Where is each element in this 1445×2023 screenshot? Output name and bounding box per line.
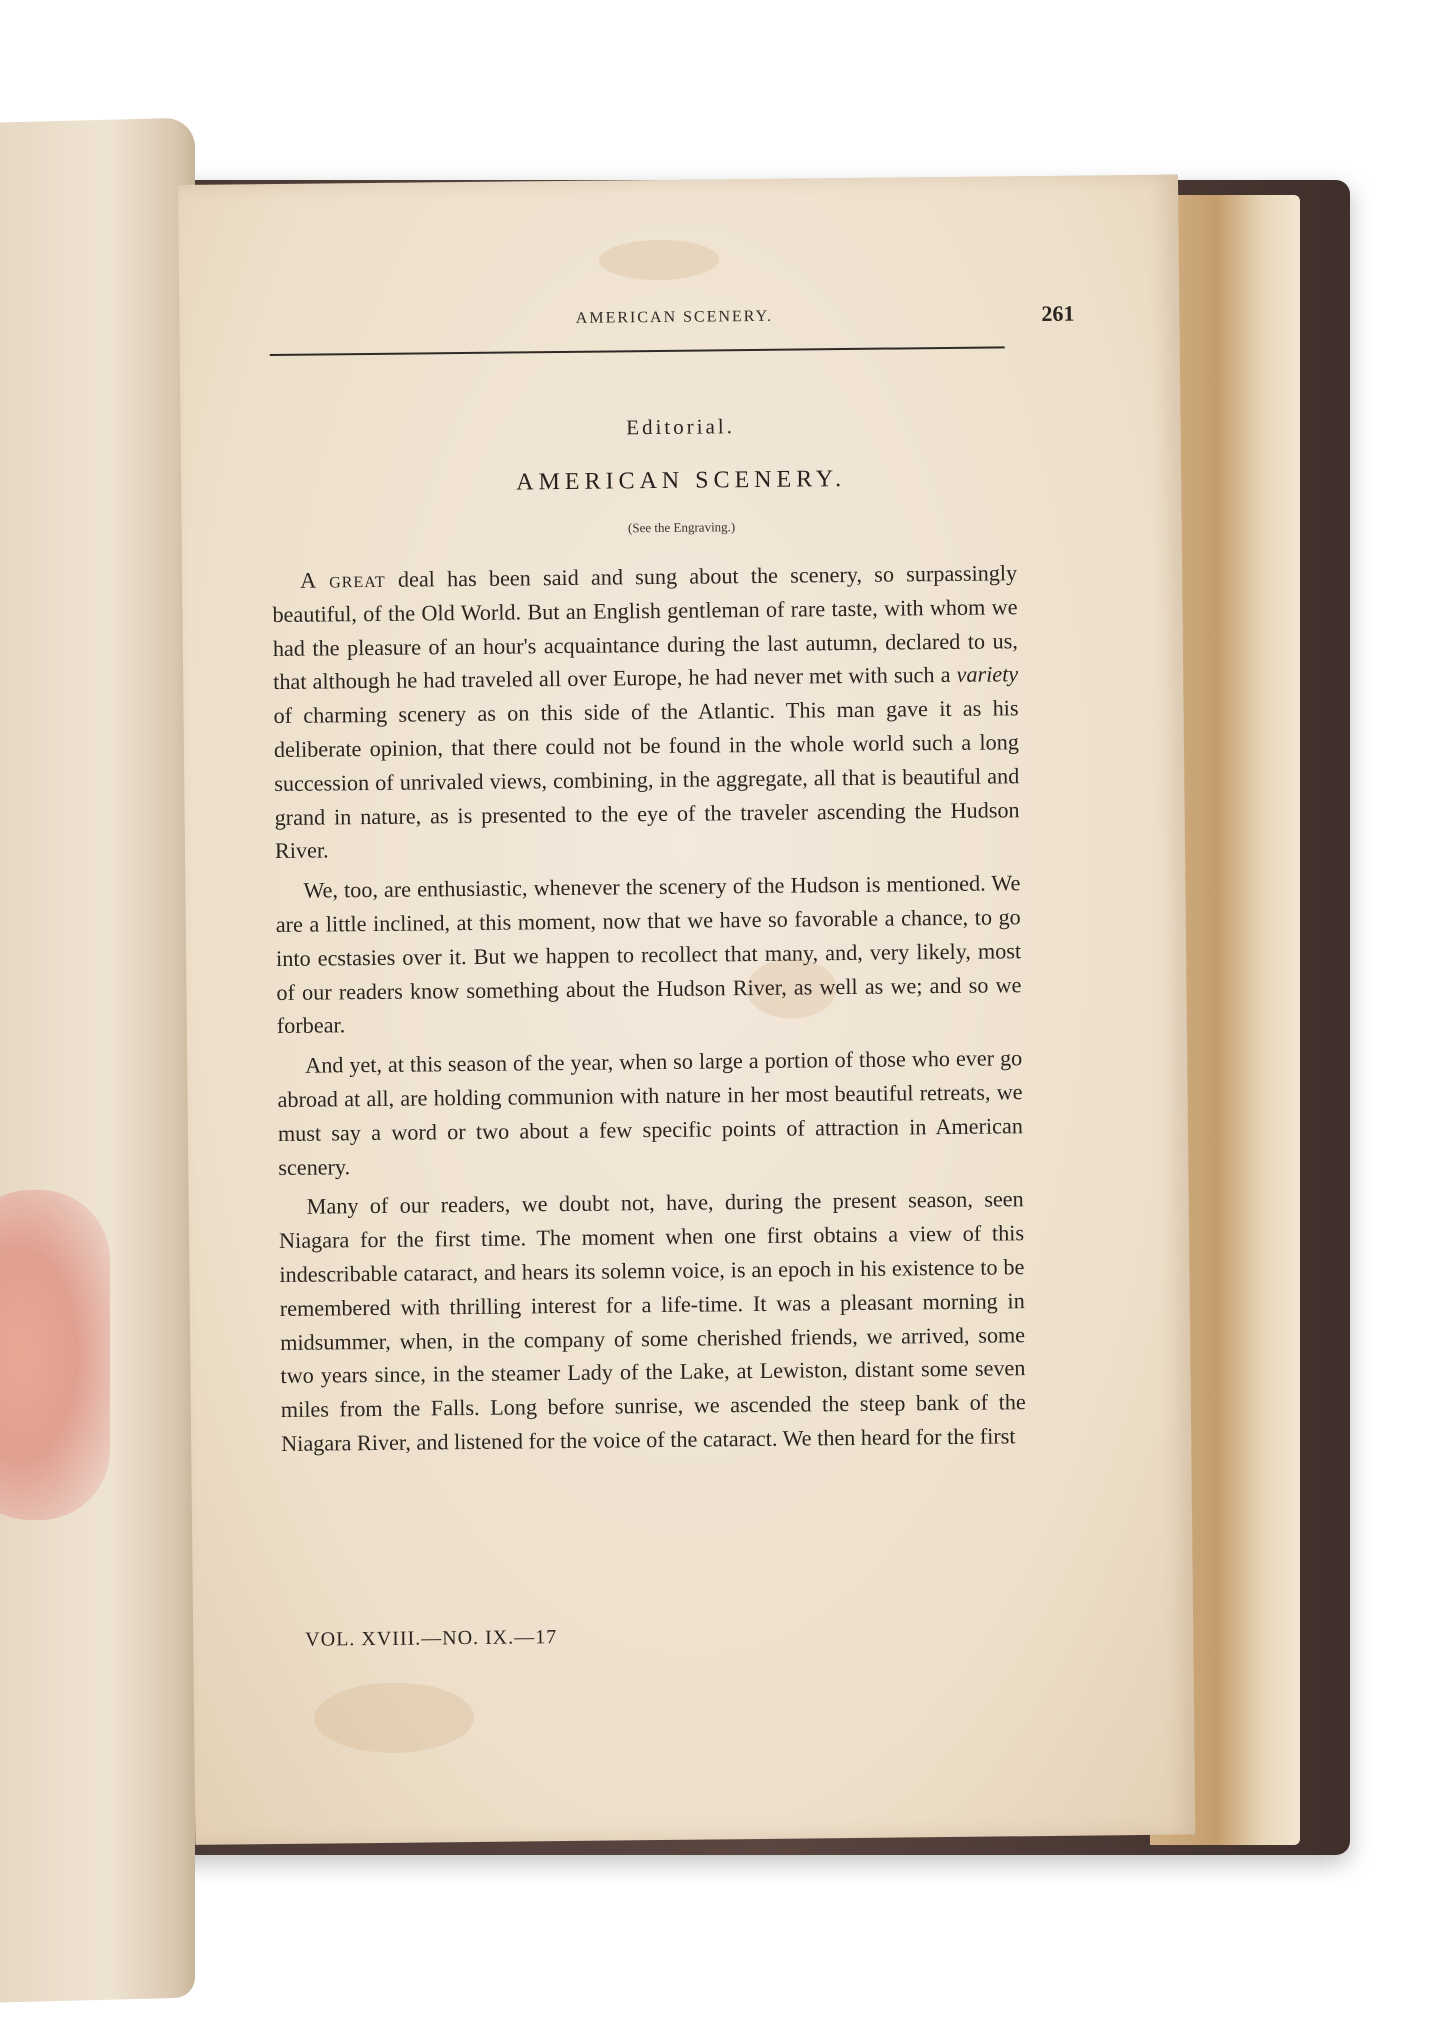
- paragraph-3: And yet, at this season of the year, when so large a portion of those who ever go abroad at all, are holding communion with nature in her most beautiful retreats, we must say a word or two about a few specific points of attraction in American scenery.: [277, 1045, 1024, 1180]
- right-page: [178, 175, 1195, 1845]
- section-label: Editorial.: [626, 414, 736, 440]
- left-page: [0, 117, 195, 2002]
- article-body: [272, 556, 1026, 1466]
- emphasis-variety: variety: [956, 661, 1019, 688]
- running-title: AMERICAN SCENERY.: [575, 307, 774, 327]
- page-number: 261: [1041, 300, 1075, 326]
- paragraph-1: [272, 556, 1020, 868]
- footer-signature: VOL. XVIII.—NO. IX.—17: [305, 1626, 558, 1651]
- paragraph-2: We, too, are enthusiastic, whenever the scenery of the Hudson is mentioned. We are a little inclined, at this moment, now that we have so favorable a chance, to go into ecstasies over it. But we happen to recollect that many, and, very likely, most of our readers know something about the Hudson River, as well as we; and so we forbear.: [275, 870, 1022, 1039]
- foxing-stain: [314, 1682, 475, 1754]
- thumb: [0, 1190, 110, 1520]
- drop-smallcaps: A great: [300, 566, 386, 593]
- paragraph-4: Many of our readers, we doubt not, have, during the present season, seen Niagara for the first time. The moment when one first obtains a view of this indescribable cataract, and hears its solemn voice, is an epoch in his existence to be remembered with thrilling interest for a life-time. It was a pleasant morning in midsummer, when, in the company of some cherished friends, we arrived, some two years since, in the steamer Lady of the Lake, at Lewiston, distant some seven miles from the Falls. Long before sunrise, we ascended the steep bank of the Niagara River, and listened for the voice of the cataract. We then heard for the first: [278, 1186, 1026, 1456]
- engraving-note: (See the Engraving.): [627, 519, 736, 536]
- article-title: AMERICAN SCENERY.: [516, 466, 847, 496]
- foxing-stain: [599, 239, 719, 280]
- running-head: [274, 301, 1074, 349]
- paragraph-1-text-a: deal has been said and sung about the scenery, so surpassingly beautiful, of the Old World. But an English gentleman of rare taste, with whom we had the pleasure of an hour's acquaintance during the last autumn, declared to us, that although he had traveled all over Europe, he had never met with such a: [272, 560, 1018, 695]
- paragraph-1-text-b: of charming scenery as on this side of the Atlantic. This man gave it as his deliberate opinion, that there could not be found in the whole world such a long succession of unrivaled views, combining, in the aggregate, all that is beautiful and grand in nature, as is presented to the eye of the traveler ascending the Hudson River.: [273, 695, 1020, 864]
